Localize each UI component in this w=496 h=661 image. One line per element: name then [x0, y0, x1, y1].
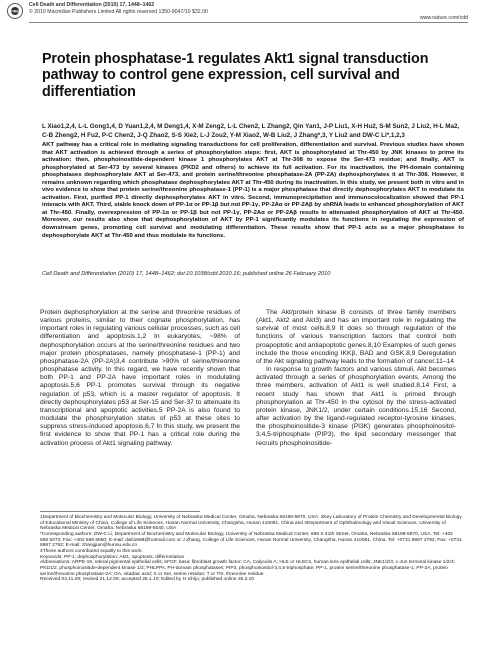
- journal-website: www.nature.com/cdd: [419, 14, 468, 21]
- body-paragraph: In response to growth factors and various stimuli, Akt becomes activated through a series of phosphorylation events. Among the three members, activation of Akt1 is well studied.8,14 First, a recent study has shown that Akt1 is primed through phosphorylation at Thr-450 in the cytosol by the stress-activated protein kinase, JNK1/2, under certain conditions.15,16 Second, after activation by the ligand-regulated receptor-tyrosine kinases, the phosphoinositide-3 kinase (PI3K) generates phosphoinositol-3,4,5-triphosphate (PIP3), the lipid secondary messenger that recruits phosphoinositide-: [256, 366, 456, 447]
- abstract: AKT pathway has a critical role in mediating signaling transductions for cell proliferation, differentiation and survival. Previous studies have shown that AKT activation is achieved through a series of phosphorylation steps: first, AKT is phosphorylated at Thr-450 by JNK kinases to prime its activation; then, phosphoinositide-dependent kinase 1 phosphorylates AKT at Thr-308 to expose the Ser-473 residue; and finally, AKT is phosphorylated at Ser-473 by several kinases (PKD2 and others) to achieve its full activation. For its inactivation, the PH-domain containing phosphatases dephosphorylate AKT at Ser-473, and protein serine/threonine phosphatase-2A (PP-2A) dephosphorylates it at Thr-308. However, it remains unknown regarding which phosphatase dephosphorylates AKT at Thr-450 during its inactivation. In this study, we present both in vitro and in vivo evidence to show that protein serine/threonine phosphatase-1 (PP-1) is a major phosphatase that directly dephosphorylates AKT to modulate its activation. First, purified PP-1 directly dephosphorylates AKT in vitro. Second, immunoprecipitation and immunocolocalization showed that PP-1 interacts with AKT. Third, stable knock down of PP-1α or PP-1β but not PP-1γ, PP-2Aα or PP-2Aβ by shRNA leads to enhanced phosphorylation of AKT at Thr-450. Finally, overexpression of PP-1α or PP-1β but not PP-1γ, PP-2Aα or PP-2Aβ results in attenuated phosphorylation of AKT at Thr-450. Moreover, our results also show that dephosphorylation of AKT by PP-1 significantly modulates its functions in regulating the expression of downstream genes, promoting cell survival and modulating differentiation. These results show that PP-1 acts as a major phosphatase to dephosphorylate AKT at Thr-450 and thus modulate its functions.: [42, 142, 464, 239]
- keywords-note: Keywords: PP-1; dephosphorylation; Akt1; apoptosis; differentiation: [40, 554, 185, 560]
- citation-line: Cell Death and Differentiation (2010) 17, 1448–1462; doi:10.1038/cdd.2010.16; published online 26 February 2010: [42, 271, 331, 277]
- footnote-rule: [40, 511, 200, 512]
- correspondence-note: *Corresponding authors: DW-C Li, Department of Biochemistry and Molecular Biology, University of Nebraska Medical Center, 668 S 41th Street, Omaha, Nebraska 68198-5870, USA. Tel: +402 559 5073; Fax: +402 559 6650; E-mail: dwli1688@hotmail.com or J Zhang, College of Life Sciences, Hunan Normal University, Changsha, Hunan 410081, China. Tel: +0731 8887 2792; Fax: +0731 8887 2792; E-mail: zhangjian@hunnu.edu.cn: [40, 531, 462, 549]
- affiliations-note: 1Department of Biochemistry and Molecular Biology, University of Nebraska Medical Center, Omaha, Nebraska 68198-5870, USA; 2Key Laboratory of Protein Chemistry and Developmental Biology of Educational Ministry of China, College of Life Sciences, Hunan Normal University, Changsha, Hunan 410081, China and 3Department of Ophthalmology and Visual Sciences, University of Nebraska Medical Center, Omaha, Nebraska 68198-5540, USA: [40, 515, 462, 532]
- author-list: L Xiao1,2,4, L-L Gong1,4, D Yuan1,2,4, M Deng1,4, X-M Zeng2, L-L Chen2, L Zhang2, Qin Yan1, J-P Liu1, X-H Hu2, S-M Sun2, J Liu2, H-L Ma2, C-B Zheng2, H Fu2, P-C Chen2, J-Q Zhao2, S-S Xie2, L-J Zou2, Y-M Xiao2, W-B Liu2, J Zhang*,3, Y Liu2 and DW-C Li*,1,2,3: [42, 123, 460, 140]
- journal-line: Cell Death and Differentiation (2010) 17, 1448–1462: [29, 2, 155, 8]
- publisher-line: © 2010 Macmillan Publishers Limited All rights reserved 1350-9047/10 $32.00: [29, 8, 208, 15]
- body-paragraph: The Akt/protein kinase B consists of three family members (Akt1, Akt2 and Akt3) and has an important role in regulating the survival of most cells.8,9 It does so through regulation of the functions of various transcription factors that control both proapoptotic and antiapoptotic genes.8,10 Examples of such genes include the those encoding IKKβ, BAD and GSK.8,9 Deregulation of the Akt signaling pathway leads to the formation of cancer.11–14: [256, 309, 456, 365]
- body-paragraph: Protein dephosphorylation at the serine and threonine residues of various proteins, similar to their cognate phosphorylation, has important roles in regulating various cellular processes, such as cell differentiation and apoptosis.1,2 In eukaryotes, ~98% of dephosphorylation occurs at the serine/threonine residues and two major protein phosphatases, namely phosphatase-1 (PP-1) and phosphatase-2A (PP-2A)3,4 contribute >90% of serine/threonine phosphatase activity. In this regard, we have recently shown that both PP-1 and PP-2A have important roles in modulating apoptosis.5,6 PP-1 promotes survival through its negative regulation of p53, which is a master regulator of apoptosis. It directly dephosphorylates p53 at Ser-15 and Ser-37 to attenuate its transcriptional and apoptotic activities.5 PP-2A is also found to modulate the phosphorylation status of p53 at these sites to suppress stress-induced apoptosis.6,7 In this study, we present the first evidence to show that PP-1 has a critical role during the activation process of Akt1 signaling pathway.: [40, 309, 240, 447]
- body-column-left: [40, 309, 240, 448]
- header-rule: [29, 22, 468, 23]
- received-note: Received 04.11.09; revised 21.12.09; accepted 25.1.10; Edited by H Ichijo; published online 26.2.10: [40, 577, 254, 583]
- body-column-right: [256, 309, 456, 448]
- abbreviations-note: Abbreviations: ARPE-19, retinal pigmental epithelial cells; bFGF, basic fibroblast growth factor; CA, Calyculin A; HLE or HLECs, human lens epithelial cells; JNK1/2/3, c-Jun terminal kinase 1/2/3; PKD1/2, phosphoinositide-dependent kinase 1/2; PHLPPs, PH-domain phosphatases; PIP3, phosphoinositol-3,4,5-triphosphate; PP-1, protein serine/threonine phosphatase-1; PP-2A, protein serine/threonine phosphatase-2A; OA, okadaic acid; S or Ser, serine residue; T or Thr, threonine residue: [40, 560, 455, 577]
- article-title: Protein phosphatase-1 regulates Akt1 signal transduction pathway to control gene expression, cell survival and differentiation: [42, 51, 429, 100]
- footnotes: [40, 515, 462, 583]
- equal-contribution-note: 4These authors contributed equally to this work.: [40, 548, 143, 554]
- journal-logo: [7, 3, 23, 19]
